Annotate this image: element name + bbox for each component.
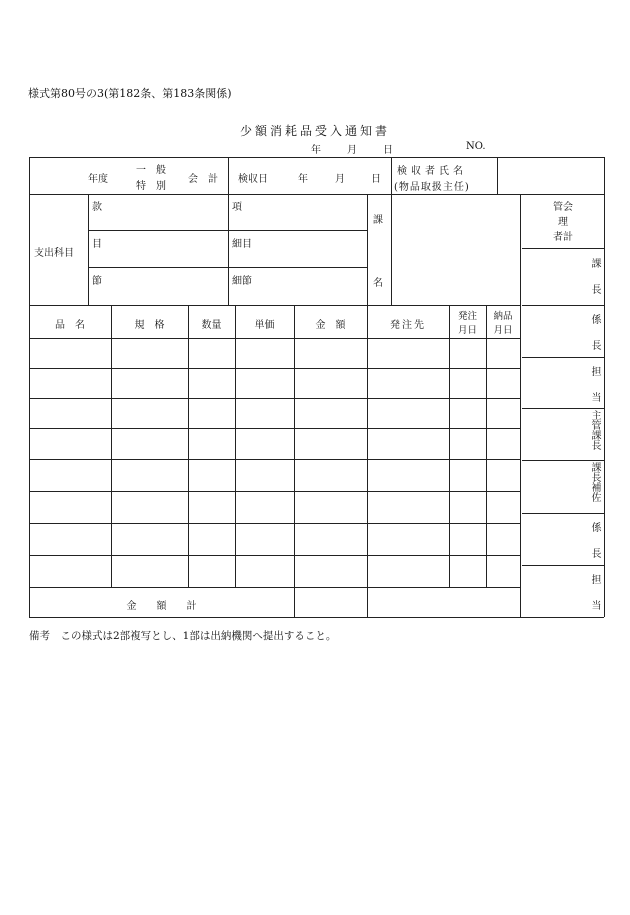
kan-label: 款 bbox=[92, 202, 102, 213]
form-title: 少額消耗品受入通知書 bbox=[240, 124, 391, 138]
special-account-label: 特 別 bbox=[136, 181, 166, 192]
inspector-name-field[interactable] bbox=[499, 159, 602, 192]
approval-staff-1: 担当 bbox=[589, 366, 600, 418]
account-label: 会 計 bbox=[188, 174, 218, 185]
date-day: 日 bbox=[383, 145, 393, 156]
approval-staff-2: 担当 bbox=[589, 574, 600, 626]
form-reference: 様式第80号の3(第182条、第183条関係) bbox=[28, 87, 232, 100]
total-amount-field[interactable] bbox=[296, 589, 365, 615]
saisetsu-label: 細節 bbox=[232, 276, 252, 287]
kou-label: 項 bbox=[232, 202, 242, 213]
inspector-name-label: 検収者氏名 bbox=[397, 166, 467, 177]
form-number: NO. bbox=[466, 141, 486, 152]
section-ka-label: 課 bbox=[373, 215, 383, 226]
delivery-date-header-bottom: 月日 bbox=[493, 325, 513, 336]
approval-manager-line1: 管会 bbox=[553, 202, 573, 213]
inspection-date-label: 検収日 bbox=[238, 174, 268, 185]
unit-price-header: 単価 bbox=[254, 320, 275, 331]
inspection-month-label: 月 bbox=[335, 174, 345, 185]
item-name-header: 品 名 bbox=[55, 320, 85, 331]
approval-chief-manager: 主管課長 bbox=[589, 410, 600, 450]
saimoku-label: 細目 bbox=[232, 239, 252, 250]
approval-manager-line2: 理 bbox=[558, 217, 568, 228]
order-date-header-top: 発注 bbox=[457, 311, 477, 322]
inspection-year-label: 年 bbox=[298, 174, 308, 185]
remarks-note: 備考 この様式は2部複写とし、1部は出納機関へ提出すること。 bbox=[29, 630, 337, 642]
inspector-role-label: (物品取扱主任) bbox=[394, 182, 470, 193]
fiscal-year-label: 年度 bbox=[88, 174, 108, 185]
approval-deputy-chief: 課長補佐 bbox=[589, 462, 600, 502]
amount-header: 金 額 bbox=[315, 320, 346, 331]
spec-header: 規 格 bbox=[134, 320, 165, 331]
approval-chief-1: 係長 bbox=[589, 314, 600, 366]
approval-manager-line3: 者計 bbox=[553, 232, 573, 243]
quantity-header: 数量 bbox=[201, 320, 222, 331]
date-month: 月 bbox=[347, 145, 357, 156]
moku-label: 目 bbox=[92, 239, 102, 250]
setsu-label: 節 bbox=[92, 276, 102, 287]
expenditure-label: 支出科目 bbox=[34, 248, 74, 259]
supplier-header: 発注先 bbox=[390, 320, 426, 331]
approval-section-chief: 課長 bbox=[589, 258, 600, 310]
delivery-date-header-top: 納品 bbox=[493, 311, 513, 322]
order-date-header-bottom: 月日 bbox=[457, 325, 477, 336]
section-mei-label: 名 bbox=[373, 278, 383, 289]
approval-chief-2: 係長 bbox=[589, 522, 600, 574]
general-account-label: 一 般 bbox=[136, 165, 166, 176]
inspection-day-label: 日 bbox=[371, 174, 381, 185]
total-amount-label: 金 額 計 bbox=[126, 601, 197, 612]
date-year: 年 bbox=[311, 145, 321, 156]
